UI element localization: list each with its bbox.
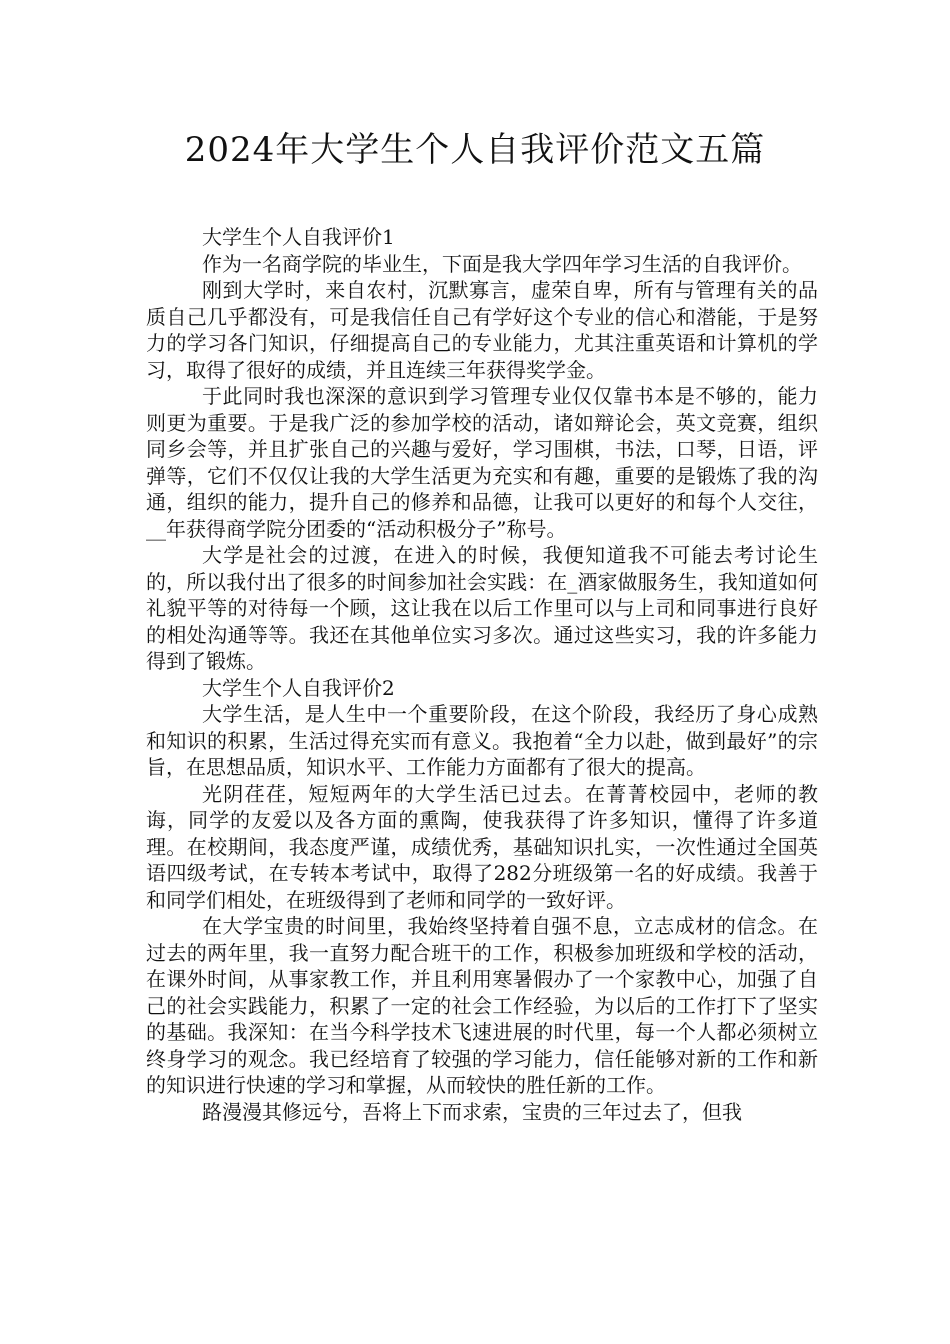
paragraph: 在大学宝贵的时间里，我始终坚持着自强不息，立志成材的信念。在过去的两年里，我一直努力配合班干的工作，积极参加班级和学校的活动，在课外时间，从事家教工作，并且利用寒暑假办了一个家教中心，加强了自己的社会实践能力，积累了一定的社会工作经验，为以后的工作打下了坚实的基础。我深知：在当今科学技术飞速进展的时代里，每一个人都必须树立终身学习的观念。我已经培育了较强的学习能力，信任能够对新的工作和新的知识进行快速的学习和掌握，从而较快的胜任新的工作。 [146,914,818,1097]
section-heading-2: 大学生个人自我评价2 [202,675,395,700]
section-heading-1: 大学生个人自我评价1 [202,225,395,249]
paragraph: 大学是社会的过渡，在进入的时候，我便知道我不可能去考讨论生的，所以我付出了很多的时间参加社会实践：在_酒家做服务生，我知道如何礼貌平等的对待每一个顾，这让我在以后工作里可以与上司和同事进行良好的相处沟通等等。我还在其他单位实习多次。通过这些实习，我的许多能力得到了锻炼。 [146,543,818,673]
paragraph: 光阴荏荏，短短两年的大学生活已过去。在菁菁校园中，老师的教诲，同学的友爱以及各方面的熏陶，使我获得了许多知识，懂得了许多道理。在校期间，我态度严谨，成绩优秀，基础知识扎实，一次性通过全国英语四级考试，在专转本考试中，取得了282分班级第一名的好成绩。我善于和同学们相处，在班级得到了老师和同学的一致好评。 [146,781,818,912]
paragraph: 作为一名商学院的毕业生，下面是我大学四年学习生活的自我评价。 [202,251,802,276]
paragraph: 路漫漫其修远兮，吾将上下而求索，宝贵的三年过去了，但我 [202,1099,742,1124]
document-title: 2024年大学生个人自我评价范文五篇 [184,130,766,170]
paragraph: 于此同时我也深深的意识到学习管理专业仅仅靠书本是不够的，能力则更为重要。于是我广泛的参加学校的活动，诸如辩论会，英文竞赛，组织同乡会等，并且扩张自己的兴趣与爱好，学习围棋，书法，口琴，日语，评弹等，它们不仅仅让我的大学生活更为充实和有趣，重要的是锻炼了我的沟通，组织的能力，提升自己的修养和品德，让我可以更好的和每个人交往，__年获得商学院分团委的“活动积极分子”称号。 [146,384,818,541]
paragraph: 大学生活，是人生中一个重要阶段，在这个阶段，我经历了身心成熟和知识的积累，生活过得充实而有意义。我抱着“全力以赴，做到最好”的宗旨，在思想品质，知识水平、工作能力方面都有了很大的提高。 [146,702,818,779]
paragraph: 刚到大学时，来自农村，沉默寡言，虚荣自卑，所有与管理有关的品质自己几乎都没有，可是我信任自己有学好这个专业的信心和潜能，于是努力的学习各门知识，仔细提高自己的专业能力，尤其注重英语和计算机的学习，取得了很好的成绩，并且连续三年获得奖学金。 [146,278,818,382]
document-body [146,224,818,1125]
